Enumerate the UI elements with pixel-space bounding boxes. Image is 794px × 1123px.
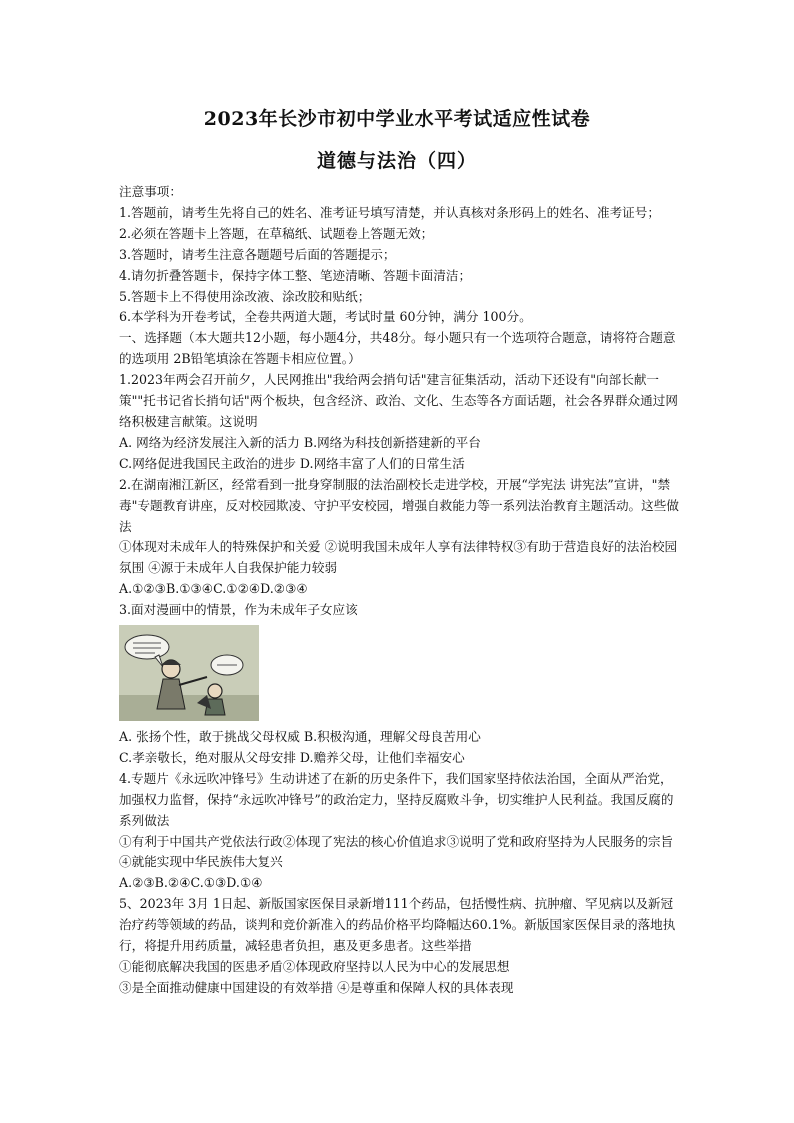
question-stem: 5、2023年 3月 1日起、新版国家医保目录新增111个药品，包括慢性病、抗肿瘤、罕见病以及新冠治疗药等领域的药品，谈判和竞价新准入的药品价格平均降幅达60.1%。新版国家医保目录的落地执行，将提升用药质量，减轻患者负担，惠及更多患者。这些举措: [119, 896, 676, 954]
question-stem: 3.面对漫画中的情景，作为未成年子女应该: [119, 602, 358, 618]
notes-heading: 注意事项：: [119, 184, 182, 199]
question-option: C.网络促进我国民主政治的进步 D.网络丰富了人们的日常生活: [119, 455, 465, 471]
question-option: A. 网络为经济发展注入新的活力 B.网络为科技创新搭建新的平台: [119, 434, 481, 450]
note-item: 6.本学科为开卷考试，全卷共两道大题，考试时量 60分钟，满分 100分。: [119, 309, 532, 325]
question-stem: 4.专题片《永远吹冲锋号》生动讲述了在新的历史条件下，我们国家坚持依法治国，全面从严治党，加强权力监督，保持“永远吹冲锋号”的政治定力，坚持反腐败斗争，切实维护人民利益。我国反腐的系列做法: [119, 770, 674, 828]
exam-content: [119, 182, 679, 999]
question-option: ③是全面推动健康中国建设的有效举措 ④是尊重和保障人权的具体表现: [119, 979, 514, 995]
question-option: ①有利于中国共产党依法行政②体现了宪法的核心价值追求③说明了党和政府坚持为人民服务的宗旨④就能实现中华民族伟大复兴: [119, 833, 674, 870]
section-heading: 一、选择题（本大题共12小题，每小题4分，共48分。每小题只有一个选项符合题意，请将符合题意的选项用 2B铅笔填涂在答题卡相应位置。）: [119, 330, 676, 367]
note-item: 1.答题前，请考生先将自己的姓名、准考证号填写清楚，并认真核对条形码上的姓名、准考证号；: [119, 204, 660, 220]
question-option: C.孝亲敬长，绝对服从父母安排 D.赡养父母，让他们幸福安心: [119, 749, 465, 765]
note-item: 4.请勿折叠答题卡，保持字体工整、笔迹清晰、答题卡面清洁；: [119, 267, 472, 283]
question-stem: 1.2023年两会召开前夕，人民网推出"我给两会捎句话"建言征集活动，活动下还设有"向部长献一策""托书记省长捎句话"两个板块，包含经济、政治、文化、生态等各方面话题，社会各界群众通过网络积极建言献策。这说明: [119, 372, 678, 429]
note-item: 5.答题卡上不得使用涂改液、涂改胶和贴纸；: [119, 288, 371, 304]
note-item: 3.答题时，请考生注意各题题号后面的答题提示；: [119, 246, 396, 262]
exam-title: 2023年长沙市初中学业水平考试适应性试卷: [203, 108, 591, 130]
note-item: 2.必须在答题卡上答题，在草稿纸、试题卷上答题无效；: [119, 225, 434, 241]
question-option: A. 张扬个性，敢于挑战父母权威 B.积极沟通，理解父母良苦用心: [119, 729, 481, 745]
exam-subject-title: 道德与法治（四）: [316, 150, 477, 172]
question-option: A.①②③B.①③④C.①②④D.②③④: [119, 581, 308, 597]
question-option: ①体现对未成年人的特殊保护和关爱 ②说明我国未成年人享有法律特权③有助于营造良好的法治校园氛围 ④源于未成年人自我保护能力较弱: [119, 539, 678, 576]
comic-image: [119, 625, 259, 721]
question-option: A.②③B.②④C.①③D.①④: [119, 875, 263, 891]
question-option: ①能彻底解决我国的医患矛盾②体现政府坚持以人民为中心的发展思想: [119, 959, 510, 974]
question-stem: 2.在湖南湘江新区，经常看到一批身穿制服的法治副校长走进学校，开展“学宪法 讲宪法”宣讲，"禁毒"专题教育讲座，反对校园欺凌、守护平安校园，增强自救能力等一系列法治教育主题活动。这些做法: [119, 476, 679, 534]
